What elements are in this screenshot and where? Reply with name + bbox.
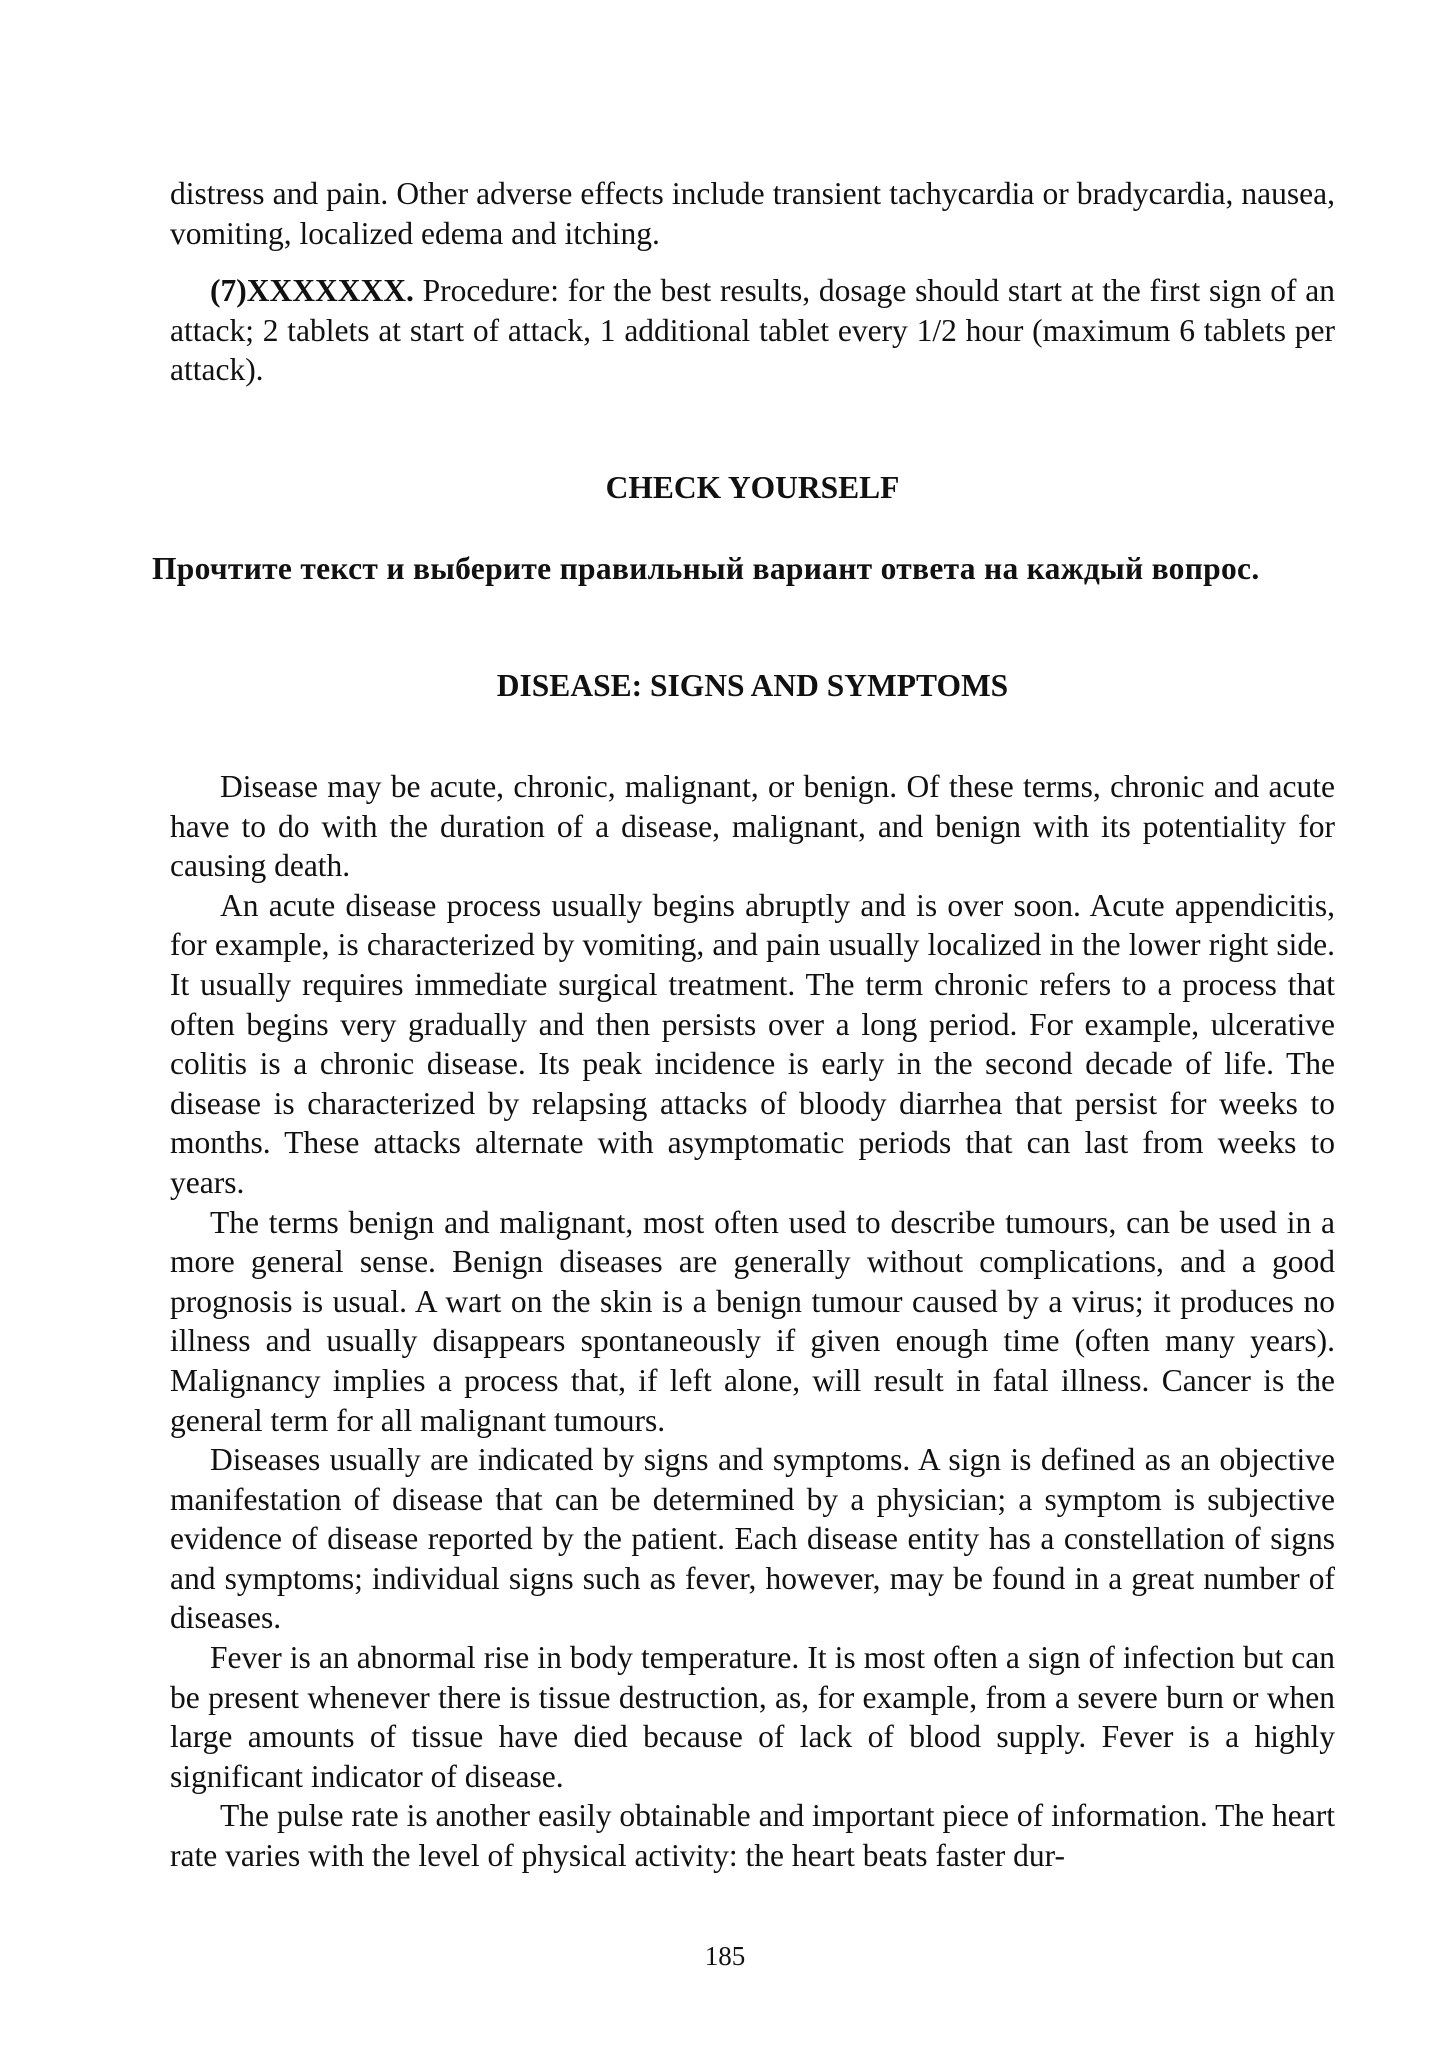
- procedure-item-text: Procedure: for the best results, dosage should start at the first sign of an attack; 2 tablets at start of attack, 1 additional tablet every 1/2 hour (maximum 6 tablets per attack).: [170, 273, 1335, 388]
- article-body: [170, 767, 1335, 1876]
- page-number: 185: [704, 1941, 746, 1971]
- procedure-item-label: (7)XXXXXXX.: [210, 273, 414, 308]
- procedure-item-block: [170, 271, 1335, 390]
- article-paragraph: Disease may be acute, chronic, malignant, or benign. Of these terms, chronic and acute have to do with the duration of a disease, malignant, and benign with its potentiality for causing death.: [170, 769, 1335, 884]
- intro-continuation-block: [170, 174, 1335, 253]
- article-paragraph: The pulse rate is another easily obtainable and important piece of information. The heart rate varies with the level of physical activity: the heart beats faster dur-: [170, 1798, 1335, 1874]
- article-paragraph: Fever is an abnormal rise in body temperature. It is most often a sign of infection but can be present whenever there is tissue destruction, as, for example, from a severe burn or when large amounts of tissue have died because of lack of blood supply. Fever is a highly significant indicator of disease.: [170, 1640, 1335, 1794]
- article-paragraph: Diseases usually are indicated by signs and symptoms. A sign is defined as an objective manifestation of disease that can be determined by a physician; a symptom is subjective evidence of disease reported by the patient. Each disease entity has a constellation of signs and symptoms; individual signs such as fever, however, may be found in a great number of diseases.: [170, 1442, 1335, 1636]
- intro-continuation: distress and pain. Other adverse effects include transient tachycardia or bradycardia, nausea, vomiting, localized edema and itching.: [170, 176, 1335, 251]
- article-paragraph: An acute disease process usually begins abruptly and is over soon. Acute appendicitis, for example, is characterized by vomiting, and pain usually localized in the lower right side. It usually requires immediate surgical treatment. The term chronic refers to a process that often begins very gradually and then persists over a long period. For example, ulcerative colitis is a chronic disease. Its peak incidence is early in the second decade of life. The disease is characterized by relapsing attacks of bloody diarrhea that persist for weeks to months. These attacks alternate with asymptomatic periods that can last from weeks to years.: [170, 887, 1335, 1200]
- procedure-item: [170, 271, 1335, 390]
- task-instruction: Прочтите текст и выберите правильный вариант ответа на каждый вопрос.: [152, 551, 1260, 586]
- article-paragraph: The terms benign and malignant, most often used to describe tumours, can be used in a more general sense. Benign diseases are generally without complications, and a good prognosis is usual. A wart on the skin is a benign tumour caused by a virus; it produces no illness and usually disappears spontaneously if given enough time (often many years). Malignancy implies a process that, if left alone, will result in fatal illness. Cancer is the general term for all malignant tumours.: [170, 1204, 1335, 1438]
- article-title: DISEASE: SIGNS AND SYMPTOMS: [496, 668, 1009, 703]
- section-heading: CHECK YOURSELF: [605, 470, 900, 505]
